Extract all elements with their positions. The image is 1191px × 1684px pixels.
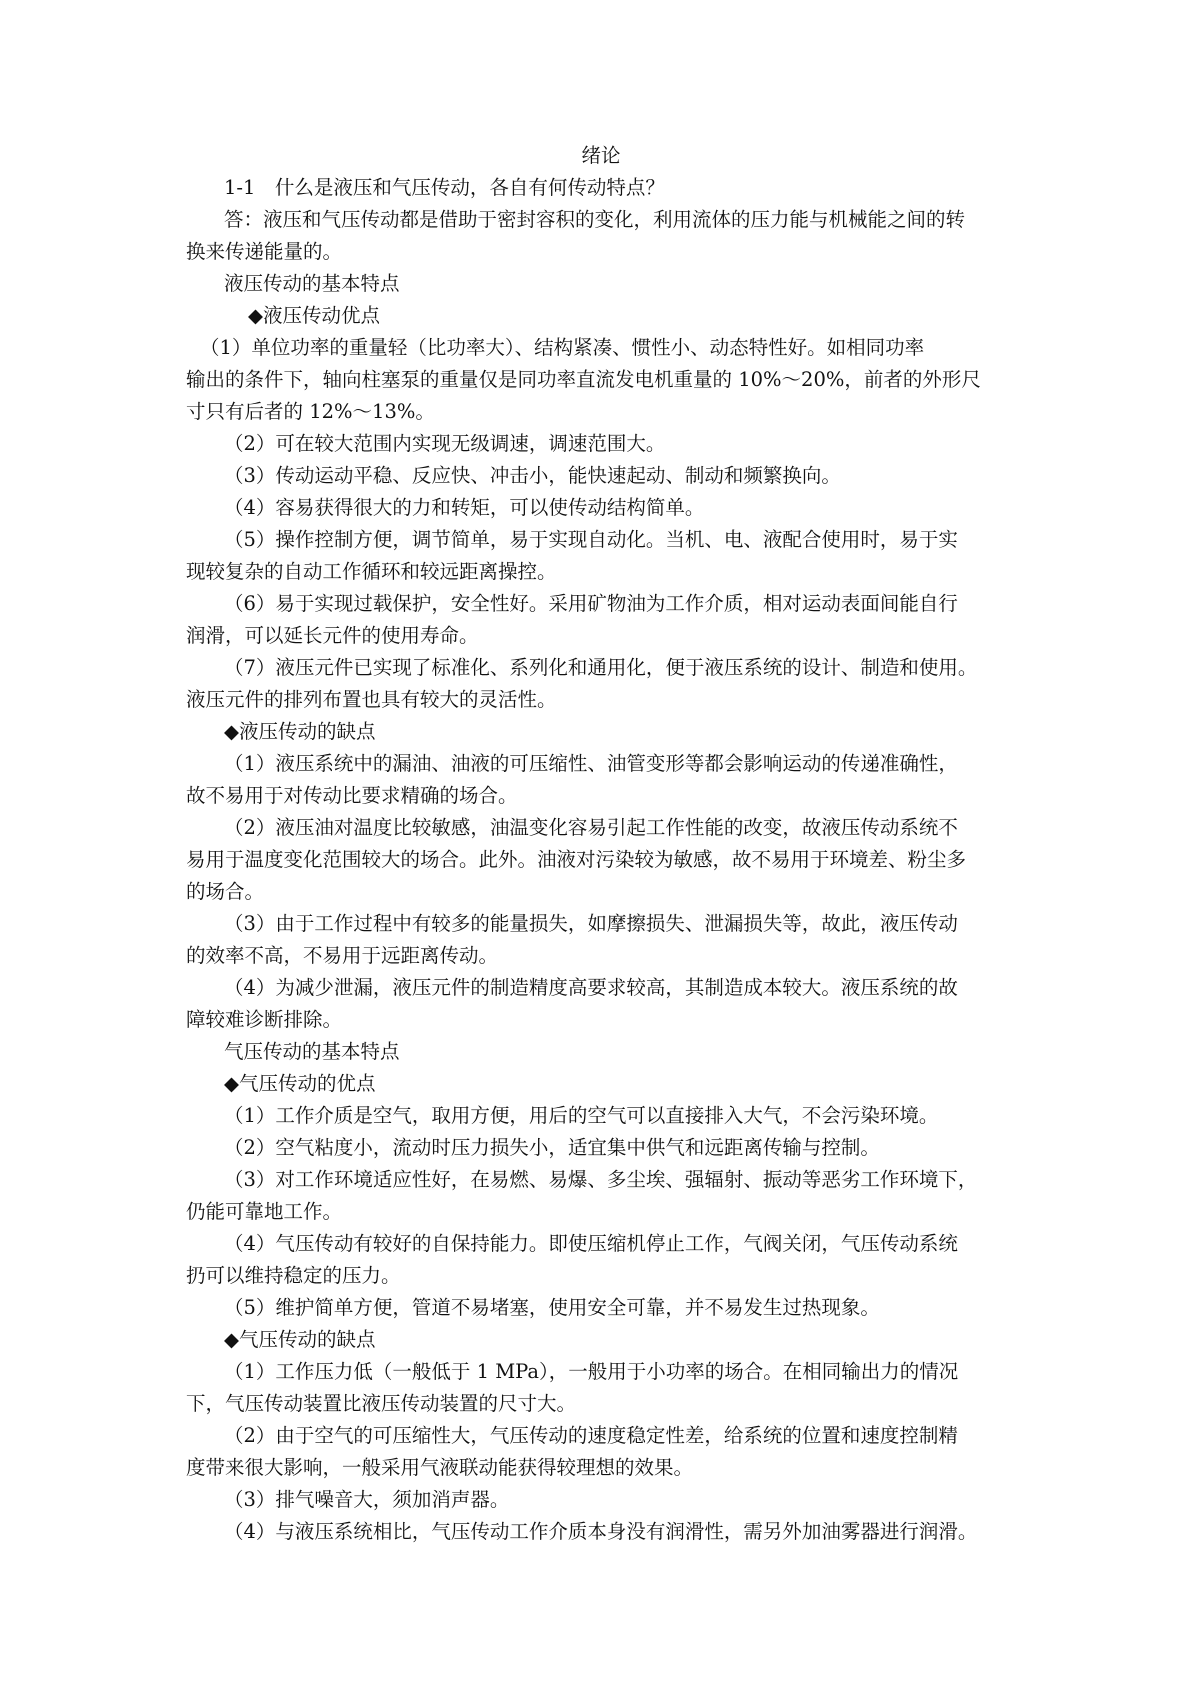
paragraph-line: 输出的条件下，轴向柱塞泵的重量仅是同功率直流发电机重量的 10%～20%，前者的外形尺 (186, 368, 981, 391)
paragraph-line: 仍能可靠地工作。 (186, 1200, 343, 1223)
paragraph-line: （5）维护简单方便，管道不易堵塞，使用安全可靠，并不易发生过热现象。 (224, 1296, 880, 1319)
paragraph-line: （1）单位功率的重量轻（比功率大）、结构紧凑、惯性小、动态特性好。如相同功率 (200, 336, 925, 359)
paragraph-line: 寸只有后者的 12%～13%。 (186, 400, 435, 423)
paragraph-line: （3）对工作环境适应性好，在易燃、易爆、多尘埃、强辐射、振动等恶劣工作环境下， (224, 1168, 978, 1191)
paragraph-line: （2）空气粘度小，流动时压力损失小，适宜集中供气和远距离传输与控制。 (224, 1136, 880, 1159)
paragraph-line: （4）与液压系统相比，气压传动工作介质本身没有润滑性，需另外加油雾器进行润滑。 (224, 1520, 978, 1543)
section-heading-hydraulic: 液压传动的基本特点 (224, 272, 400, 295)
answer-line: 答：液压和气压传动都是借助于密封容积的变化，利用流体的压力能与机械能之间的转 (224, 208, 966, 231)
paragraph-line: （6）易于实现过载保护，安全性好。采用矿物油为工作介质，相对运动表面间能自行 (224, 592, 958, 615)
paragraph-line: （3）传动运动平稳、反应快、冲击小，能快速起动、制动和频繁换向。 (224, 464, 841, 487)
paragraph-line: 润滑，可以延长元件的使用寿命。 (186, 624, 479, 647)
paragraph-line: （3）由于工作过程中有较多的能量损失，如摩擦损失、泄漏损失等，故此，液压传动 (224, 912, 958, 935)
question-1-1: 1-1 什么是液压和气压传动，各自有何传动特点？ (224, 176, 665, 199)
paragraph-line: 障较难诊断排除。 (186, 1008, 343, 1031)
paragraph-line: （5）操作控制方便，调节简单，易于实现自动化。当机、电、液配合使用时，易于实 (224, 528, 958, 551)
paragraph-line: 下，气压传动装置比液压传动装置的尺寸大。 (186, 1392, 577, 1415)
paragraph-line: （4）气压传动有较好的自保持能力。即使压缩机停止工作，气阀关闭，气压传动系统 (224, 1232, 958, 1255)
paragraph-line: （4）容易获得很大的力和转矩，可以使传动结构简单。 (224, 496, 705, 519)
paragraph-line: 度带来很大影响，一般采用气液联动能获得较理想的效果。 (186, 1456, 694, 1479)
paragraph-line: （2）由于空气的可压缩性大，气压传动的速度稳定性差，给系统的位置和速度控制精 (224, 1424, 958, 1447)
page-title: 绪论 (581, 144, 621, 167)
subheading-hydraulic-disadvantages: ◆液压传动的缺点 (224, 720, 376, 743)
document-page (186, 140, 1016, 1548)
paragraph-line: 液压元件的排列布置也具有较大的灵活性。 (186, 688, 557, 711)
section-heading-pneumatic: 气压传动的基本特点 (224, 1040, 400, 1063)
paragraph-line: 现较复杂的自动工作循环和较远距离操控。 (186, 560, 557, 583)
subheading-hydraulic-advantages: ◆液压传动优点 (248, 304, 380, 327)
paragraph-line: （3）排气噪音大，须加消声器。 (224, 1488, 510, 1511)
subheading-pneumatic-advantages: ◆气压传动的优点 (224, 1072, 376, 1095)
paragraph-line: （7）液压元件已实现了标准化、系列化和通用化，便于液压系统的设计、制造和使用。 (224, 656, 978, 679)
paragraph-line: 易用于温度变化范围较大的场合。此外。油液对污染较为敏感，故不易用于环境差、粉尘多 (186, 848, 967, 871)
paragraph-line: 故不易用于对传动比要求精确的场合。 (186, 784, 518, 807)
paragraph-line: 扔可以维持稳定的压力。 (186, 1264, 401, 1287)
subheading-pneumatic-disadvantages: ◆气压传动的缺点 (224, 1328, 376, 1351)
answer-line: 换来传递能量的。 (186, 240, 343, 263)
paragraph-line: （4）为减少泄漏，液压元件的制造精度高要求较高，其制造成本较大。液压系统的故 (224, 976, 958, 999)
paragraph-line: （1）液压系统中的漏油、油液的可压缩性、油管变形等都会影响运动的传递准确性， (224, 752, 958, 775)
paragraph-line: （1）工作介质是空气，取用方便，用后的空气可以直接排入大气，不会污染环境。 (224, 1104, 939, 1127)
paragraph-line: 的场合。 (186, 880, 265, 903)
paragraph-line: （2）液压油对温度比较敏感，油温变化容易引起工作性能的改变，故液压传动系统不 (224, 816, 958, 839)
paragraph-line: （1）工作压力低（一般低于 1 MPa），一般用于小功率的场合。在相同输出力的情况 (224, 1360, 959, 1383)
paragraph-line: （2）可在较大范围内实现无级调速，调速范围大。 (224, 432, 666, 455)
paragraph-line: 的效率不高，不易用于远距离传动。 (186, 944, 499, 967)
